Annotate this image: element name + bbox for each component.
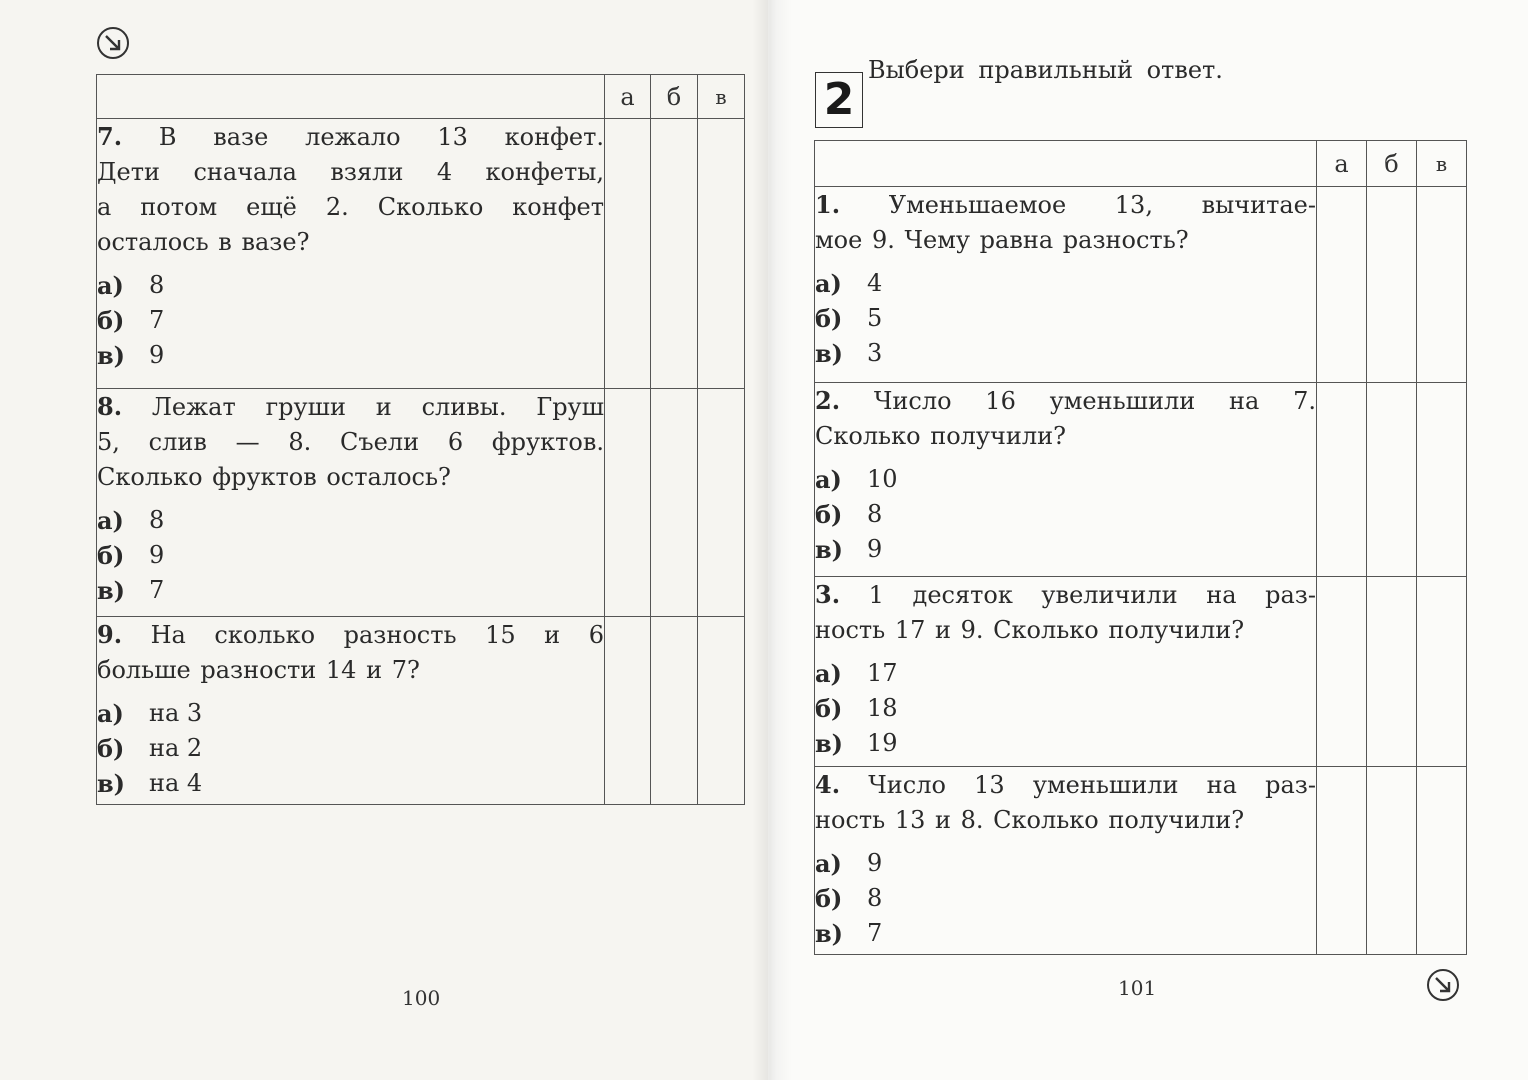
answer-option: в) на 4 bbox=[97, 769, 203, 798]
answer-option: б) 7 bbox=[97, 306, 165, 335]
answer-option: а) на 3 bbox=[97, 699, 203, 728]
header-answer-b: б bbox=[1367, 141, 1417, 187]
answer-box-c[interactable] bbox=[1417, 383, 1467, 577]
question-line: 3. 1 десяток увеличили на раз- bbox=[815, 580, 1316, 609]
question-cell bbox=[97, 119, 605, 389]
question-line: 1. Уменьшаемое 13, вычитае- bbox=[815, 190, 1316, 219]
question-row bbox=[815, 577, 1467, 767]
question-line: Дети сначала взяли 4 конфеты, bbox=[97, 158, 604, 186]
question-line: ность 13 и 8. Сколько получили? bbox=[815, 806, 1245, 834]
arrow-circle-icon bbox=[1426, 968, 1460, 1002]
page-number-left: 100 bbox=[402, 986, 441, 1010]
question-line: 4. Число 13 уменьшили на раз- bbox=[815, 770, 1316, 799]
answer-option: б) 5 bbox=[815, 304, 883, 333]
question-number: 2. bbox=[815, 386, 841, 415]
answer-box-c[interactable] bbox=[698, 389, 745, 617]
answer-box-b[interactable] bbox=[1367, 577, 1417, 767]
answer-option: в) 9 bbox=[815, 535, 883, 564]
answer-option: в) 7 bbox=[815, 919, 883, 948]
question-line: мое 9. Чему равна разность? bbox=[815, 226, 1189, 254]
question-line: Сколько фруктов осталось? bbox=[97, 463, 451, 491]
question-line: 8. Лежат груши и сливы. Груш bbox=[97, 392, 604, 421]
question-line: 7. В вазе лежало 13 конфет. bbox=[97, 122, 604, 151]
header-answer-c: в bbox=[1417, 141, 1467, 187]
answer-option: а) 4 bbox=[815, 269, 883, 298]
question-line: Сколько получили? bbox=[815, 422, 1066, 450]
answer-box-a[interactable] bbox=[1317, 577, 1367, 767]
answer-box-c[interactable] bbox=[698, 617, 745, 805]
arrow-circle-icon bbox=[96, 26, 130, 60]
answer-option: а) 17 bbox=[815, 659, 898, 688]
answer-box-a[interactable] bbox=[1317, 187, 1367, 383]
question-number: 7. bbox=[97, 122, 123, 151]
answer-box-c[interactable] bbox=[1417, 187, 1467, 383]
question-line: осталось в вазе? bbox=[97, 228, 310, 256]
answer-options bbox=[97, 696, 604, 801]
answer-option: в) 7 bbox=[97, 576, 165, 605]
answer-box-c[interactable] bbox=[1417, 577, 1467, 767]
answer-box-a[interactable] bbox=[605, 389, 651, 617]
page-number-right: 101 bbox=[1118, 976, 1157, 1000]
answer-option: б) на 2 bbox=[97, 734, 203, 763]
question-row bbox=[97, 389, 745, 617]
task-instruction: Выбери правильный ответ. bbox=[868, 56, 1223, 84]
answer-box-b[interactable] bbox=[1367, 767, 1417, 955]
answer-option: б) 8 bbox=[815, 884, 883, 913]
answer-options bbox=[815, 462, 1316, 567]
answer-option: в) 19 bbox=[815, 729, 898, 758]
answer-option: в) 3 bbox=[815, 339, 883, 368]
answer-options bbox=[97, 268, 604, 373]
question-cell bbox=[815, 187, 1317, 383]
answer-box-a[interactable] bbox=[1317, 383, 1367, 577]
question-row bbox=[97, 617, 745, 805]
answer-box-c[interactable] bbox=[1417, 767, 1467, 955]
question-line: ность 17 и 9. Сколько получили? bbox=[815, 616, 1245, 644]
answer-option: а) 8 bbox=[97, 506, 165, 535]
table-header-row bbox=[97, 75, 745, 119]
header-empty-cell bbox=[815, 141, 1317, 187]
question-number: 9. bbox=[97, 620, 123, 649]
question-line: 5, слив — 8. Съели 6 фруктов. bbox=[97, 428, 604, 456]
left-question-table bbox=[96, 74, 745, 805]
question-cell bbox=[815, 767, 1317, 955]
question-number: 3. bbox=[815, 580, 841, 609]
header-answer-a: а bbox=[1317, 141, 1367, 187]
header-answer-a: а bbox=[605, 75, 651, 119]
question-row bbox=[815, 187, 1467, 383]
book-gutter bbox=[752, 0, 792, 1080]
answer-options bbox=[97, 503, 604, 608]
answer-option: б) 8 bbox=[815, 500, 883, 529]
answer-option: б) 9 bbox=[97, 541, 165, 570]
question-line: а потом ещё 2. Сколько конфет bbox=[97, 193, 604, 221]
answer-options bbox=[815, 266, 1316, 371]
question-line: 2. Число 16 уменьшили на 7. bbox=[815, 386, 1316, 415]
question-row bbox=[815, 383, 1467, 577]
answer-options bbox=[815, 846, 1316, 951]
question-cell bbox=[815, 577, 1317, 767]
question-number: 1. bbox=[815, 190, 841, 219]
answer-box-b[interactable] bbox=[651, 389, 698, 617]
answer-option: а) 8 bbox=[97, 271, 165, 300]
question-row bbox=[815, 767, 1467, 955]
answer-box-a[interactable] bbox=[1317, 767, 1367, 955]
question-cell bbox=[97, 389, 605, 617]
answer-box-b[interactable] bbox=[651, 119, 698, 389]
question-line: 9. На сколько разность 15 и 6 bbox=[97, 620, 604, 649]
header-empty-cell bbox=[97, 75, 605, 119]
question-row bbox=[97, 119, 745, 389]
header-answer-b: б bbox=[651, 75, 698, 119]
question-cell bbox=[97, 617, 605, 805]
task-number-badge: 2 bbox=[815, 72, 863, 128]
answer-box-b[interactable] bbox=[1367, 187, 1417, 383]
answer-option: б) 18 bbox=[815, 694, 898, 723]
question-number: 4. bbox=[815, 770, 841, 799]
answer-option: а) 10 bbox=[815, 465, 898, 494]
question-line: больше разности 14 и 7? bbox=[97, 656, 420, 684]
question-cell bbox=[815, 383, 1317, 577]
answer-option: в) 9 bbox=[97, 341, 165, 370]
answer-box-a[interactable] bbox=[605, 119, 651, 389]
answer-options bbox=[815, 656, 1316, 761]
question-number: 8. bbox=[97, 392, 123, 421]
right-question-table bbox=[814, 140, 1467, 955]
answer-box-c[interactable] bbox=[698, 119, 745, 389]
answer-box-b[interactable] bbox=[1367, 383, 1417, 577]
table-header-row bbox=[815, 141, 1467, 187]
answer-box-b[interactable] bbox=[651, 617, 698, 805]
answer-option: а) 9 bbox=[815, 849, 883, 878]
answer-box-a[interactable] bbox=[605, 617, 651, 805]
header-answer-c: в bbox=[698, 75, 745, 119]
